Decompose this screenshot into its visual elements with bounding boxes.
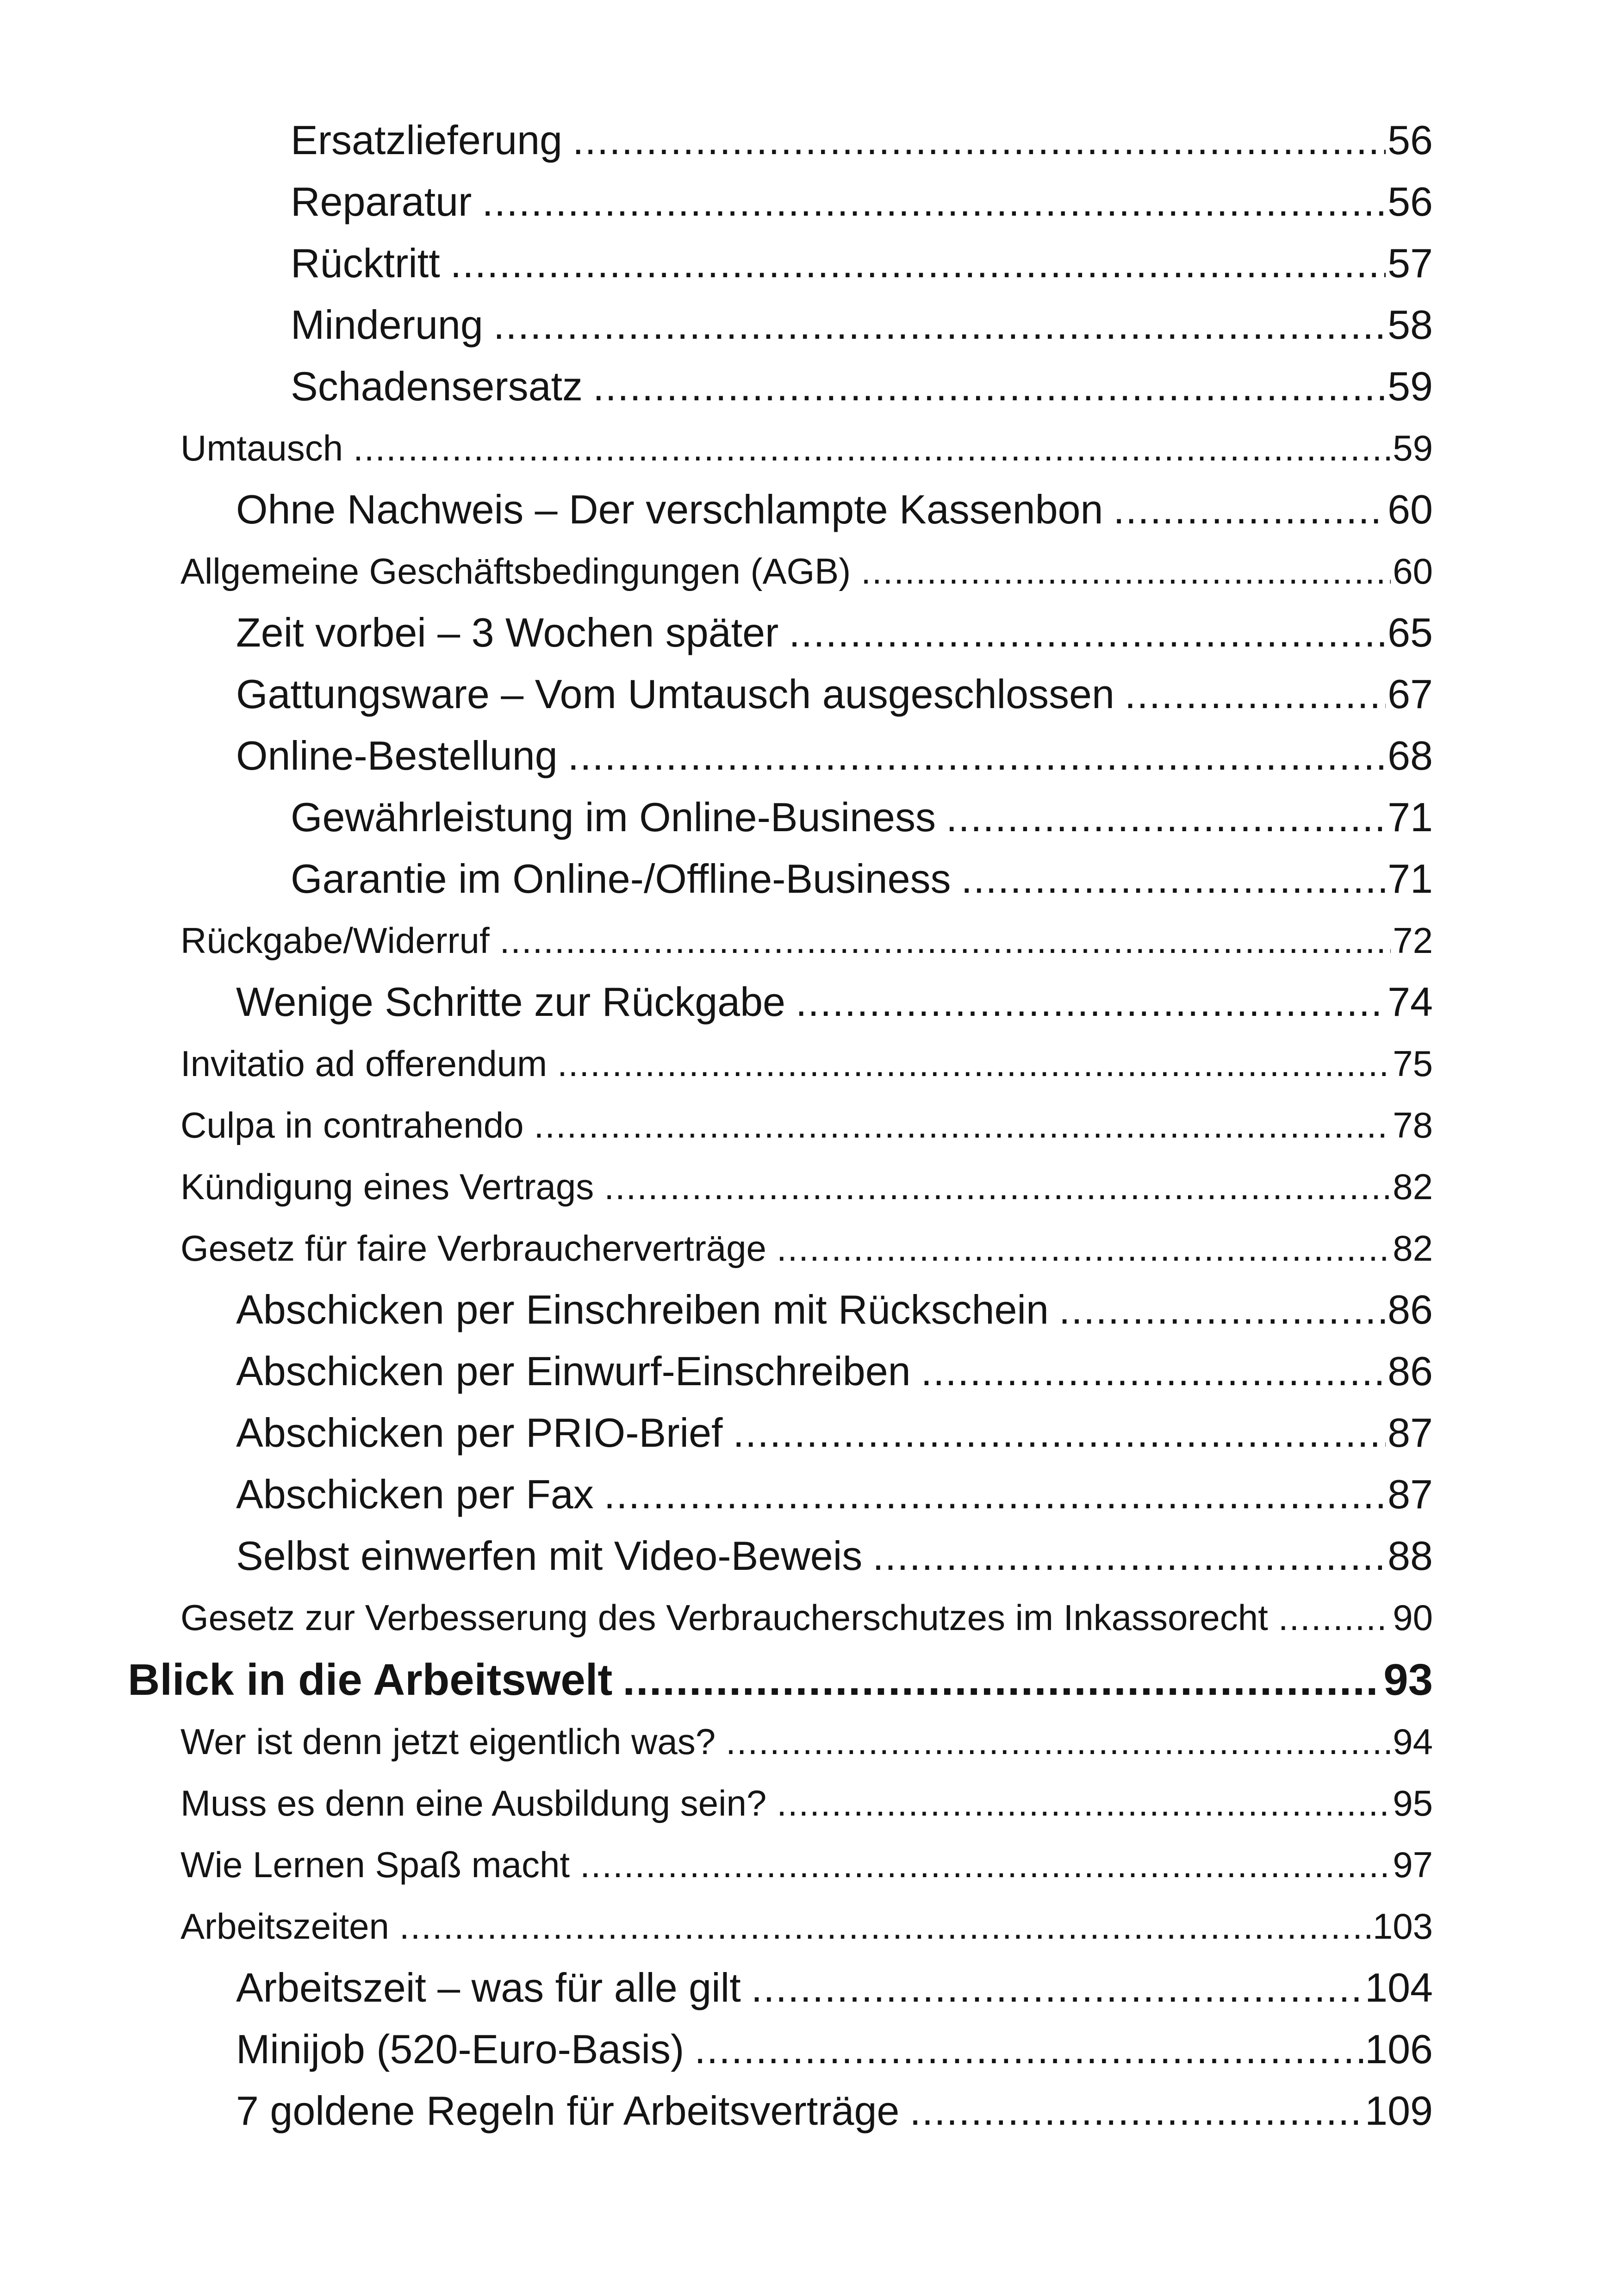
dot-leader xyxy=(534,1100,1391,1151)
toc-entry-label: Minijob (520-Euro-Basis) xyxy=(236,2026,685,2072)
dot-leader xyxy=(872,1531,1386,1581)
toc-entry-page: 71 xyxy=(1388,794,1433,840)
toc-entry xyxy=(180,1778,1433,1829)
toc-entry xyxy=(180,1223,1433,1274)
toc-entry-label: Reparatur xyxy=(291,179,472,224)
toc-entry-page: 94 xyxy=(1393,1721,1433,1762)
toc-entry xyxy=(236,1407,1433,1458)
toc-entry xyxy=(236,1962,1433,2013)
toc-entry-page: 75 xyxy=(1393,1043,1433,1084)
toc-entry-page: 82 xyxy=(1393,1228,1433,1269)
dot-leader xyxy=(622,1655,1382,1705)
dot-leader xyxy=(573,115,1386,166)
toc-entry-page: 72 xyxy=(1393,920,1433,961)
dot-leader xyxy=(568,730,1386,781)
toc-entry xyxy=(236,1469,1433,1520)
toc-entry-label: Gesetz für faire Verbraucherverträge xyxy=(180,1228,766,1269)
toc-entry-page: 90 xyxy=(1393,1597,1433,1638)
toc-entry-label: Wer ist denn jetzt eigentlich was? xyxy=(180,1721,716,1762)
dot-leader xyxy=(751,1962,1363,2013)
dot-leader xyxy=(557,1038,1391,1089)
toc-entry-page: 74 xyxy=(1388,979,1433,1025)
toc-entry xyxy=(236,1531,1433,1581)
toc-entry-page: 59 xyxy=(1393,428,1433,468)
toc-chapter-label: Blick in die Arbeitswelt xyxy=(128,1655,613,1705)
toc-entry-label: Culpa in contrahendo xyxy=(180,1105,524,1145)
toc-entry-label: Schadensersatz xyxy=(291,363,583,409)
dot-leader xyxy=(353,423,1391,473)
toc-entry-label: Arbeitszeit – was für alle gilt xyxy=(236,1965,741,2010)
toc-entry-label: Abschicken per Einwurf-Einschreiben xyxy=(236,1348,911,1394)
dot-leader xyxy=(796,977,1386,1027)
toc-entry-page: 65 xyxy=(1388,610,1433,655)
dot-leader xyxy=(500,915,1391,966)
toc-entry-page: 97 xyxy=(1393,1844,1433,1885)
toc-chapter-entry xyxy=(128,1655,1433,1705)
toc-entry xyxy=(180,1592,1433,1643)
toc-entry xyxy=(180,1901,1433,1952)
toc-entry xyxy=(291,792,1433,843)
toc-entry-label: Rücktritt xyxy=(291,240,440,286)
dot-leader xyxy=(733,1407,1386,1458)
toc-entry-page: 86 xyxy=(1388,1348,1433,1394)
toc-entry xyxy=(180,1716,1433,1767)
dot-leader xyxy=(580,1839,1391,1890)
toc-entry-page: 86 xyxy=(1388,1287,1433,1332)
dot-leader xyxy=(1059,1284,1386,1335)
toc-entry-label: 7 goldene Regeln für Arbeitsverträge xyxy=(236,2088,900,2134)
toc-entry xyxy=(291,238,1433,289)
toc-entry xyxy=(236,1346,1433,1397)
toc-entry-page: 60 xyxy=(1388,486,1433,532)
toc-entry xyxy=(291,361,1433,412)
toc-entry-label: Abschicken per PRIO-Brief xyxy=(236,1410,723,1456)
toc-entry-label: Online-Bestellung xyxy=(236,733,558,778)
toc-entry xyxy=(236,2085,1433,2136)
toc-entry-page: 87 xyxy=(1388,1471,1433,1517)
toc-entry xyxy=(291,115,1433,166)
toc-entry-page: 104 xyxy=(1365,1965,1433,2010)
toc-entry-page: 56 xyxy=(1388,179,1433,224)
dot-leader xyxy=(604,1161,1391,1212)
toc-entry-page: 103 xyxy=(1372,1906,1433,1947)
dot-leader xyxy=(909,2085,1363,2136)
toc-entry-label: Wie Lernen Spaß macht xyxy=(180,1844,570,1885)
dot-leader xyxy=(1125,669,1386,720)
dot-leader xyxy=(593,361,1386,412)
dot-leader xyxy=(1278,1592,1391,1643)
toc-entry-label: Arbeitszeiten xyxy=(180,1906,389,1947)
toc-entry-page: 58 xyxy=(1388,302,1433,348)
toc-entry-label: Garantie im Online-/Offline-Business xyxy=(291,856,951,902)
toc-entry-label: Abschicken per Fax xyxy=(236,1471,594,1517)
toc-entry-page: 59 xyxy=(1388,363,1433,409)
toc-entry-label: Abschicken per Einschreiben mit Rückschein xyxy=(236,1287,1049,1332)
toc-entry-label: Invitatio ad offerendum xyxy=(180,1043,548,1084)
toc-entry xyxy=(236,484,1433,535)
toc-entry-label: Rückgabe/Widerruf xyxy=(180,920,490,961)
toc-entry-label: Minderung xyxy=(291,302,483,348)
toc-entry xyxy=(236,977,1433,1027)
toc-entry xyxy=(291,176,1433,227)
toc-entry-page: 60 xyxy=(1393,551,1433,591)
dot-leader xyxy=(777,1223,1391,1274)
dot-leader xyxy=(726,1716,1391,1767)
toc-entry-label: Ersatzlieferung xyxy=(291,117,562,163)
toc-entry-label: Gewährleistung im Online-Business xyxy=(291,794,936,840)
dot-leader xyxy=(961,853,1386,904)
dot-leader xyxy=(777,1778,1391,1829)
dot-leader xyxy=(1113,484,1386,535)
dot-leader xyxy=(861,546,1391,597)
toc-entry-page: 67 xyxy=(1388,671,1433,717)
dot-leader xyxy=(946,792,1386,843)
toc-entry-label: Zeit vorbei – 3 Wochen später xyxy=(236,610,779,655)
dot-leader xyxy=(789,607,1386,658)
toc-entry xyxy=(236,2024,1433,2075)
toc-entry-page: 82 xyxy=(1393,1166,1433,1207)
toc-entry-page: 68 xyxy=(1388,733,1433,778)
toc-entry-label: Gesetz zur Verbesserung des Verbraucherschutzes im Inkassorecht xyxy=(180,1597,1268,1638)
toc-entry-label: Umtausch xyxy=(180,428,343,468)
toc-entry-page: 71 xyxy=(1388,856,1433,902)
dot-leader xyxy=(921,1346,1386,1397)
toc-entry-page: 57 xyxy=(1388,240,1433,286)
toc-entry-page: 88 xyxy=(1388,1533,1433,1579)
toc-entry-label: Wenige Schritte zur Rückgabe xyxy=(236,979,785,1025)
toc-entry xyxy=(180,1100,1433,1151)
toc-entry-label: Kündigung eines Vertrags xyxy=(180,1166,594,1207)
toc-entry xyxy=(236,1284,1433,1335)
toc-entry xyxy=(180,546,1433,597)
toc-entry-label: Gattungsware – Vom Umtausch ausgeschlossen xyxy=(236,671,1114,717)
toc-entry xyxy=(180,423,1433,473)
toc-entry xyxy=(180,915,1433,966)
toc-entry xyxy=(291,299,1433,350)
toc-entry xyxy=(236,669,1433,720)
toc-entry-page: 56 xyxy=(1388,117,1433,163)
toc-entry xyxy=(180,1161,1433,1212)
toc-entry-label: Ohne Nachweis – Der verschlampte Kassenbon xyxy=(236,486,1103,532)
dot-leader xyxy=(399,1901,1371,1952)
dot-leader xyxy=(493,299,1386,350)
toc-entry xyxy=(180,1839,1433,1890)
dot-leader xyxy=(450,238,1386,289)
toc-entry-page: 95 xyxy=(1393,1783,1433,1823)
toc-entry-label: Allgemeine Geschäftsbedingungen (AGB) xyxy=(180,551,851,591)
toc-entry xyxy=(291,853,1433,904)
toc-entry xyxy=(180,1038,1433,1089)
toc-entry-page: 106 xyxy=(1365,2026,1433,2072)
dot-leader xyxy=(482,176,1386,227)
toc-chapter-page: 93 xyxy=(1383,1655,1433,1705)
toc-entry xyxy=(236,730,1433,781)
dot-leader xyxy=(694,2024,1363,2075)
toc-entry xyxy=(236,607,1433,658)
toc-entry-label: Selbst einwerfen mit Video-Beweis xyxy=(236,1533,863,1579)
toc-entry-page: 78 xyxy=(1393,1105,1433,1145)
toc-entry-page: 87 xyxy=(1388,1410,1433,1456)
toc-entry-page: 109 xyxy=(1365,2088,1433,2134)
dot-leader xyxy=(604,1469,1386,1520)
toc-entry-label: Muss es denn eine Ausbildung sein? xyxy=(180,1783,767,1823)
